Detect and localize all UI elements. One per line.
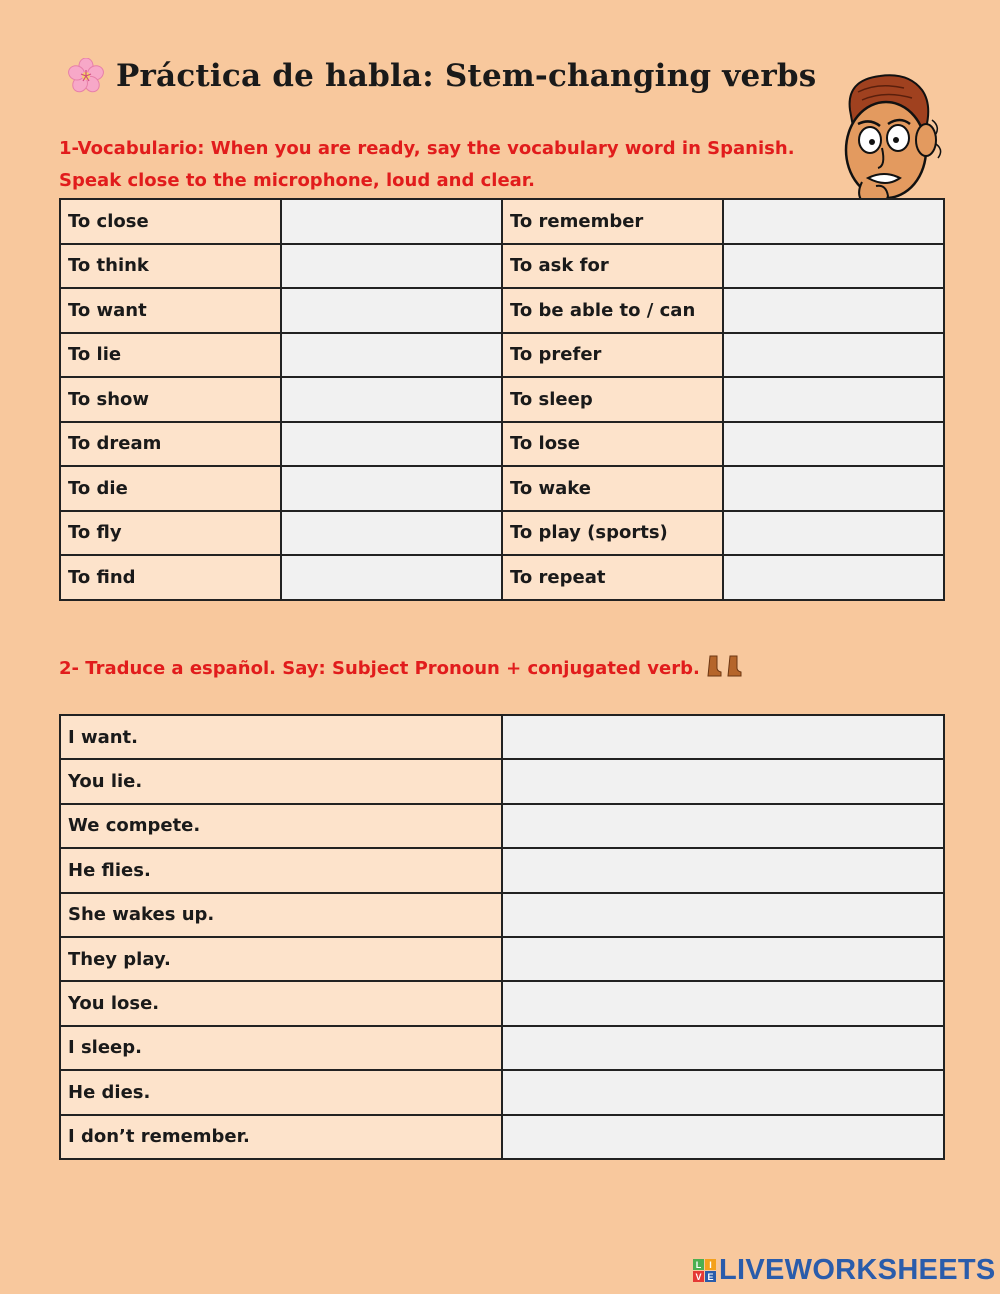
worried-face-illustration [828, 70, 946, 210]
english-phrase: You lose. [60, 981, 502, 1025]
english-phrase: He dies. [60, 1070, 502, 1114]
translation-table [59, 714, 945, 1160]
logo-letter: I [705, 1259, 716, 1270]
english-phrase: You lie. [60, 759, 502, 803]
answer-field[interactable] [502, 1115, 944, 1159]
answer-field[interactable] [281, 333, 502, 378]
answer-field[interactable] [502, 981, 944, 1025]
vocab-word: To think [60, 244, 281, 289]
table-row [60, 981, 944, 1025]
vocab-word: To close [60, 199, 281, 244]
english-phrase: We compete. [60, 804, 502, 848]
answer-field[interactable] [723, 466, 944, 511]
table-row [60, 422, 944, 467]
vocab-word: To lose [502, 422, 723, 467]
vocab-word: To prefer [502, 333, 723, 378]
title-text: Práctica de habla: Stem-changing verbs [116, 58, 817, 94]
answer-field[interactable] [281, 244, 502, 289]
vocab-word: To want [60, 288, 281, 333]
answer-field[interactable] [723, 377, 944, 422]
table-row [60, 1026, 944, 1070]
answer-field[interactable] [502, 893, 944, 937]
table-row [60, 244, 944, 289]
answer-field[interactable] [723, 511, 944, 556]
logo-letter: E [705, 1271, 716, 1282]
logo-text: LIVEWORKSHEETS [719, 1254, 996, 1286]
english-phrase: She wakes up. [60, 893, 502, 937]
live-logo-icon [693, 1259, 716, 1282]
vocab-word: To wake [502, 466, 723, 511]
logo-letter: L [693, 1259, 704, 1270]
answer-field[interactable] [502, 804, 944, 848]
vocab-instruction-line1: 1-Vocabulario: When you are ready, say the vocabulary word in Spanish. [59, 138, 795, 159]
answer-field[interactable] [281, 422, 502, 467]
vocab-word: To be able to / can [502, 288, 723, 333]
table-row [60, 466, 944, 511]
table-row [60, 715, 944, 759]
answer-field[interactable] [502, 1026, 944, 1070]
vocab-word: To sleep [502, 377, 723, 422]
vocab-word: To lie [60, 333, 281, 378]
table-row [60, 1070, 944, 1114]
answer-field[interactable] [281, 288, 502, 333]
answer-field[interactable] [281, 555, 502, 600]
table-row [60, 893, 944, 937]
vocab-word: To play (sports) [502, 511, 723, 556]
answer-field[interactable] [723, 422, 944, 467]
english-phrase: I want. [60, 715, 502, 759]
answer-field[interactable] [502, 1070, 944, 1114]
vocabulary-table [59, 198, 945, 601]
table-row [60, 937, 944, 981]
table-row [60, 759, 944, 803]
table-row [60, 848, 944, 892]
vocab-word: To die [60, 466, 281, 511]
answer-field[interactable] [281, 511, 502, 556]
vocab-word: To repeat [502, 555, 723, 600]
vocab-word: To show [60, 377, 281, 422]
answer-field[interactable] [723, 288, 944, 333]
vocab-word: To ask for [502, 244, 723, 289]
vocab-word: To remember [502, 199, 723, 244]
english-phrase: I sleep. [60, 1026, 502, 1070]
answer-field[interactable] [723, 199, 944, 244]
table-row [60, 333, 944, 378]
table-row [60, 288, 944, 333]
answer-field[interactable] [281, 199, 502, 244]
answer-field[interactable] [281, 377, 502, 422]
translate-instruction [59, 655, 746, 679]
boots-icon [706, 655, 746, 677]
vocab-word: To dream [60, 422, 281, 467]
answer-field[interactable] [281, 466, 502, 511]
english-phrase: He flies. [60, 848, 502, 892]
liveworksheets-logo[interactable] [693, 1254, 996, 1287]
english-phrase: They play. [60, 937, 502, 981]
table-row [60, 377, 944, 422]
table-row [60, 511, 944, 556]
page-title [68, 58, 816, 94]
answer-field[interactable] [502, 848, 944, 892]
answer-field[interactable] [502, 715, 944, 759]
logo-letter: V [693, 1271, 704, 1282]
answer-field[interactable] [502, 937, 944, 981]
english-phrase: I don’t remember. [60, 1115, 502, 1159]
flower-icon [68, 58, 104, 94]
translate-instruction-text: 2- Traduce a español. Say: Subject Pronoun + conjugated verb. [59, 658, 700, 679]
vocab-word: To fly [60, 511, 281, 556]
answer-field[interactable] [502, 759, 944, 803]
table-row [60, 804, 944, 848]
vocab-instruction-line2: Speak close to the microphone, loud and clear. [59, 170, 535, 191]
table-row [60, 199, 944, 244]
vocab-word: To find [60, 555, 281, 600]
answer-field[interactable] [723, 333, 944, 378]
answer-field[interactable] [723, 555, 944, 600]
table-row [60, 555, 944, 600]
table-row [60, 1115, 944, 1159]
answer-field[interactable] [723, 244, 944, 289]
